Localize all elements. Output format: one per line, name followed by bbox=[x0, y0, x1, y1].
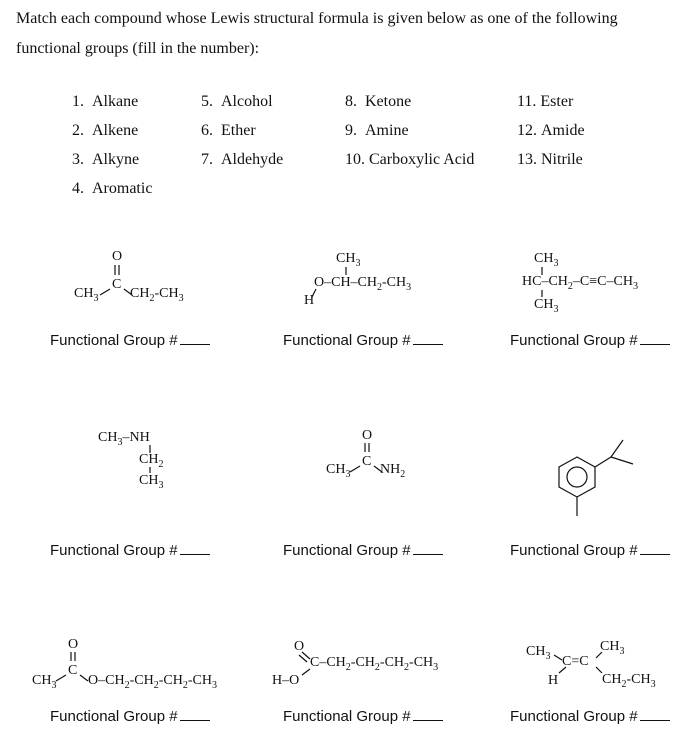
svg-text:CH2-CH3: $CH_2-CH_3$ bbox=[130, 286, 184, 304]
answer-blank-6[interactable]: Functional Group # bbox=[510, 542, 670, 559]
svg-text:CH3: $CH_3$ bbox=[32, 673, 57, 691]
group-item: 5. Alcohol bbox=[201, 93, 273, 110]
svg-text:CH3: $CH_3$ bbox=[326, 462, 351, 480]
group-item: 4. Aromatic bbox=[72, 180, 153, 197]
svg-text:CH3: $CH_3$ bbox=[526, 644, 551, 662]
answer-blank-3[interactable]: Functional Group # bbox=[510, 332, 670, 349]
group-item: 13. Nitrile bbox=[517, 151, 583, 168]
svg-text:CH2: $CH_2$ bbox=[139, 452, 164, 470]
answer-blank-5[interactable]: Functional Group # bbox=[283, 542, 443, 559]
answer-blank-4[interactable]: Functional Group # bbox=[50, 542, 210, 559]
structure-alkyne bbox=[520, 245, 680, 313]
answer-blank-1[interactable]: Functional Group # bbox=[50, 332, 210, 349]
group-item: 1. Alkane bbox=[72, 93, 139, 110]
svg-text:O: O bbox=[362, 428, 373, 443]
svg-text:H–O: H–O bbox=[272, 673, 300, 688]
svg-text:CH3–NH: $CH_3-NH$ bbox=[98, 430, 150, 448]
svg-text:HC–CH2–C≡C–CH3: $HC-CH_2-C\equiv C-CH_3$ bbox=[522, 274, 638, 292]
svg-text:CH3: $CH_3$ bbox=[336, 251, 361, 269]
group-item: 10. Carboxylic Acid bbox=[345, 151, 475, 168]
svg-text:CH2-CH3: $CH_2-CH_3$ bbox=[602, 672, 656, 690]
group-item: 9. Amine bbox=[345, 122, 409, 139]
svg-text:C: C bbox=[362, 454, 372, 469]
answer-blank-9[interactable]: Functional Group # bbox=[510, 708, 670, 725]
svg-text:C: C bbox=[68, 663, 78, 678]
group-item: 7. Aldehyde bbox=[201, 151, 284, 168]
answer-blank-8[interactable]: Functional Group # bbox=[283, 708, 443, 725]
svg-text:H: H bbox=[548, 673, 559, 688]
svg-text:C–CH2-CH2-CH2-CH3: $C-CH_2-CH_2-CH_2-CH_3$ bbox=[310, 655, 439, 673]
svg-text:NH2: $NH_2$ bbox=[380, 462, 406, 480]
group-item: 12. Amide bbox=[517, 122, 585, 139]
structure-alcohol bbox=[300, 245, 450, 309]
svg-text:C=C: C=C bbox=[562, 654, 589, 669]
group-item: 11. Ester bbox=[517, 93, 574, 110]
answer-blank-7[interactable]: Functional Group # bbox=[50, 708, 210, 725]
structure-amide bbox=[322, 425, 432, 485]
structure-amine bbox=[98, 425, 198, 491]
svg-text:CH3: $CH_3$ bbox=[74, 286, 99, 304]
svg-text:C: C bbox=[112, 277, 122, 292]
svg-text:CH3: $CH_3$ bbox=[534, 251, 559, 269]
instructions: Match each compound whose Lewis structural formula is given below as one of the following functional groups (fill in the number): bbox=[16, 10, 618, 57]
structure-carboxylic-acid bbox=[272, 633, 472, 693]
structure-aromatic bbox=[545, 420, 655, 525]
structure-ketone bbox=[70, 245, 210, 305]
svg-text:H: H bbox=[304, 293, 315, 308]
group-item: 6. Ether bbox=[201, 122, 256, 139]
group-item: 2. Alkene bbox=[72, 122, 139, 139]
svg-text:O–CH–CH2-CH3: $O-CH-CH_2-CH_3$ bbox=[314, 275, 412, 293]
svg-text:CH3: $CH_3$ bbox=[139, 473, 164, 491]
structure-alkene bbox=[524, 633, 684, 693]
svg-text:CH3: $CH_3$ bbox=[600, 639, 625, 657]
group-item: 8. Ketone bbox=[345, 93, 412, 110]
answer-blank-2[interactable]: Functional Group # bbox=[283, 332, 443, 349]
svg-text:O–CH2-CH2-CH2-CH3: $O-CH_2-CH_2-CH_2-CH_3$ bbox=[88, 673, 217, 691]
structure-ester bbox=[30, 633, 250, 693]
group-item: 3. Alkyne bbox=[72, 151, 140, 168]
svg-text:CH3: $CH_3$ bbox=[534, 297, 559, 315]
svg-text:O: O bbox=[112, 249, 123, 264]
svg-text:O: O bbox=[68, 637, 79, 652]
svg-text:O: O bbox=[294, 639, 305, 654]
